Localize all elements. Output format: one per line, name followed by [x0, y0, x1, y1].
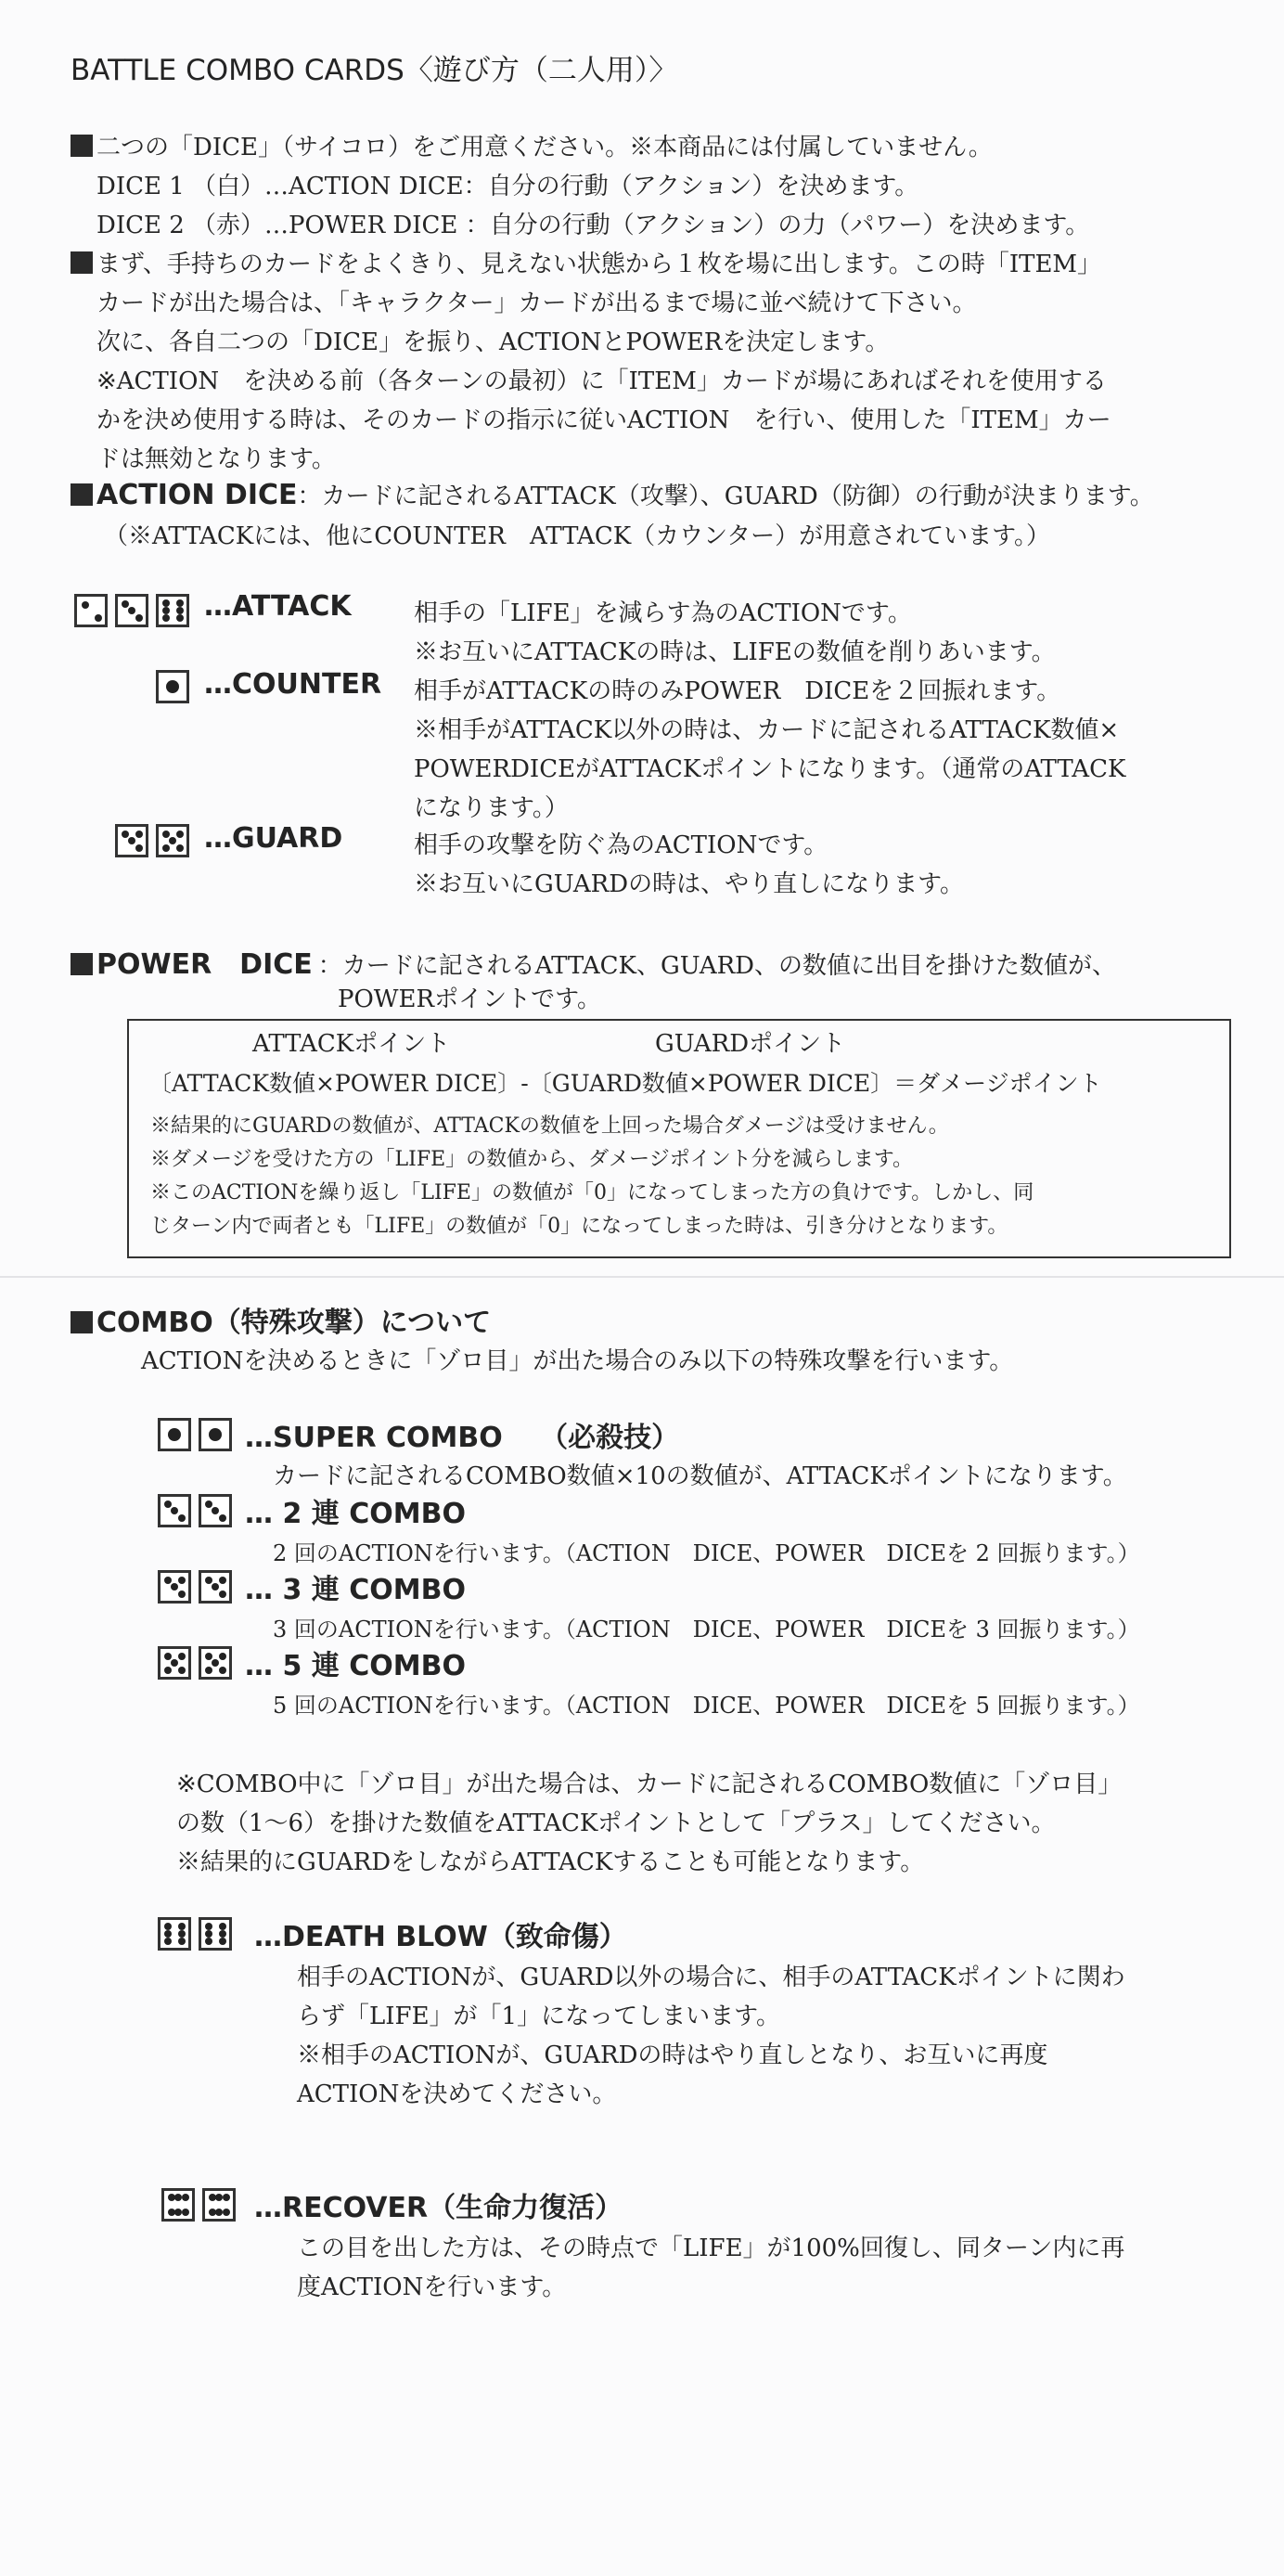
fold-line	[0, 1276, 1284, 1278]
dice-face-4-icon	[158, 1570, 191, 1604]
item-note-3: ドは無効となります。	[96, 445, 336, 473]
dice1-description: DICE 1 （白）…ACTION DICE：自分の行動（アクション）を決めます。	[96, 173, 919, 200]
guard-label: …GUARD	[204, 822, 343, 855]
setup-line-1: まず、手持ちのカードをよくきり、見えない状態から１枚を場に出します。この時「ITEM」	[71, 245, 1101, 279]
combo-note-2: の数（1～6）を掛けた数値をATTACKポイントとして「プラス」してください。	[176, 1810, 1056, 1837]
three-combo-label: … 3 連 COMBO	[245, 1574, 466, 1606]
counter-text-3: POWERDICEがATTACKポイントになります。（通常のATTACK	[414, 755, 1126, 783]
bullet-square-icon	[71, 1311, 93, 1333]
death-blow-text-1: 相手のACTIONが、GUARD以外の場合に、相手のATTACKポイントに関わ	[297, 1964, 1125, 1991]
dice-face-3-icon	[158, 1494, 191, 1527]
counter-text-2: ※相手がATTACK以外の時は、カードに記されるATTACK数値×	[414, 716, 1120, 744]
guard-point-label: GUARDポイント	[655, 1030, 846, 1058]
recover-text-1: この目を出した方は、その時点で「LIFE」が100%回復し、同ターン内に再	[297, 2235, 1125, 2262]
attack-text-2: ※お互いにATTACKの時は、LIFEの数値を削りあいます。	[414, 638, 1056, 666]
box-note-3: ※このACTIONを繰り返し「LIFE」の数値が「0」になってしまった方の負けです。しかし、同	[150, 1181, 1034, 1204]
two-combo-text: 2 回のACTIONを行います。（ACTION DICE、POWER DICEを 2 回振ります。）	[273, 1540, 1140, 1566]
item-note-1: ※ACTION を決める前（各ターンの最初）に「ITEM」カードが場にあればそれを使用する	[96, 367, 1107, 395]
super-combo-text: カードに記されるCOMBO数値×10の数値が、ATTACKポイントになります。	[273, 1462, 1127, 1490]
counter-label: …COUNTER	[204, 668, 382, 701]
five-combo-label: … 5 連 COMBO	[245, 1650, 466, 1682]
power-dice-heading: POWER DICE	[96, 948, 313, 981]
counter-attack-note: （※ATTACKには、他にCOUNTER ATTACK（カウンター）が用意されています。）	[104, 522, 1051, 550]
bullet-square-icon	[71, 483, 93, 506]
dice-face-2-icon	[74, 594, 108, 627]
setup-line-2: カードが出た場合は、「キャラクター」カードが出るまで場に並べ続けて下さい。	[96, 290, 977, 317]
dice-face-4-icon	[115, 824, 148, 857]
counter-text-1: 相手がATTACKの時のみPOWER DICEを２回振れます。	[414, 677, 1061, 705]
dice2-description: DICE 2 （赤）…POWER DICE ：自分の行動（アクション）の力（パワー）を決めます。	[96, 212, 1090, 239]
combo-section	[71, 1299, 491, 1340]
page-title: BATTLE COMBO CARDS〈遊び方（二人用）〉	[71, 54, 678, 87]
recover-label: …RECOVER（生命力復活）	[254, 2192, 623, 2224]
box-note-2: ※ダメージを受けた方の「LIFE」の数値から、ダメージポイント分を減らします。	[150, 1148, 913, 1171]
combo-note-3: ※結果的にGUARDをしながらATTACKすることも可能となります。	[176, 1848, 925, 1876]
death-blow-text-3: ※相手のACTIONが、GUARDの時はやり直しとなり、お互いに再度	[297, 2041, 1048, 2069]
bullet-square-icon	[71, 953, 93, 975]
box-note-1: ※結果的にGUARDの数値が、ATTACKの数値を上回った場合ダメージは受けません。	[150, 1114, 949, 1138]
dice-face-3-icon	[115, 594, 148, 627]
damage-formula: 〔ATTACK数値×POWER DICE〕-〔GUARD数値×POWER DICE〕＝ダメージポイント	[148, 1070, 1102, 1097]
recover-text-2: 度ACTIONを行います。	[297, 2273, 567, 2301]
dice-face-1-icon	[156, 670, 189, 703]
dice-face-5-icon	[158, 1646, 191, 1680]
death-blow-text-2: らず「LIFE」が「1」になってしまいます。	[297, 2003, 781, 2030]
death-blow-text-4: ACTIONを決めてください。	[297, 2080, 617, 2108]
attack-text-1: 相手の「LIFE」を減らす為のACTIONです。	[414, 599, 912, 627]
power-dice-description: ：カードに記されるATTACK、GUARD、の数値に出目を掛けた数値が、	[317, 952, 1117, 980]
guard-text-2: ※お互いにGUARDの時は、やり直しになります。	[414, 870, 965, 898]
dice-face-4-icon	[199, 1570, 232, 1604]
power-dice-section	[71, 941, 1116, 982]
action-dice-description: ：カードに記されるATTACK（攻撃）、GUARD（防御）の行動が決まります。	[297, 483, 1154, 510]
combo-heading: COMBO（特殊攻撃）について	[96, 1307, 492, 1339]
five-combo-text: 5 回のACTIONを行います。（ACTION DICE、POWER DICEを 5 回振ります。）	[273, 1693, 1140, 1719]
item-note-2: かを決め使用する時は、そのカードの指示に従いACTION を行い、使用した「ITEM」カー	[96, 406, 1111, 434]
dice-face-5-icon	[199, 1646, 232, 1680]
setup-line-3: 次に、各自二つの「DICE」を振り、ACTIONとPOWERを決定します。	[96, 328, 890, 356]
power-dice-description-2: POWERポイントです。	[338, 985, 602, 1013]
dice-face-6-icon	[202, 2188, 236, 2222]
super-combo-label: …SUPER COMBO （必殺技）	[245, 1422, 680, 1454]
attack-label: …ATTACK	[204, 590, 352, 623]
bullet-square-icon	[71, 135, 93, 157]
dice-face-6-icon	[158, 1917, 191, 1951]
dice-face-5-icon	[156, 824, 189, 857]
dice-face-3-icon	[199, 1494, 232, 1527]
guard-text-1: 相手の攻撃を防ぐ為のACTIONです。	[414, 831, 828, 859]
attack-point-label: ATTACKポイント	[252, 1030, 451, 1058]
three-combo-text: 3 回のACTIONを行います。（ACTION DICE、POWER DICEを 3 回振ります。）	[273, 1616, 1140, 1642]
dice-face-6-icon	[156, 594, 189, 627]
box-note-4: じターン内で両者とも「LIFE」の数値が「0」になってしまった時は、引き分けとなります。	[150, 1215, 1008, 1238]
counter-text-4: になります。）	[414, 794, 569, 822]
dice-face-1-icon	[158, 1418, 191, 1451]
combo-intro: ACTIONを決めるときに「ゾロ目」が出た場合のみ以下の特殊攻撃を行います。	[141, 1347, 1014, 1375]
combo-note-1: ※COMBO中に「ゾロ目」が出た場合は、カードに記されるCOMBO数値に「ゾロ目」	[176, 1771, 1123, 1798]
two-combo-label: … 2 連 COMBO	[245, 1498, 466, 1530]
dice-face-1-icon	[199, 1418, 232, 1451]
dice-face-6-icon	[199, 1917, 232, 1951]
action-dice-section	[71, 477, 1154, 511]
bullet-square-icon	[71, 251, 93, 274]
dice-requirement: 二つの「DICE」（サイコロ）をご用意ください。※本商品には付属していません。	[71, 128, 993, 162]
dice-face-6-icon	[161, 2188, 195, 2222]
death-blow-label: …DEATH BLOW（致命傷）	[254, 1921, 627, 1953]
action-dice-heading: ACTION DICE	[96, 479, 298, 511]
